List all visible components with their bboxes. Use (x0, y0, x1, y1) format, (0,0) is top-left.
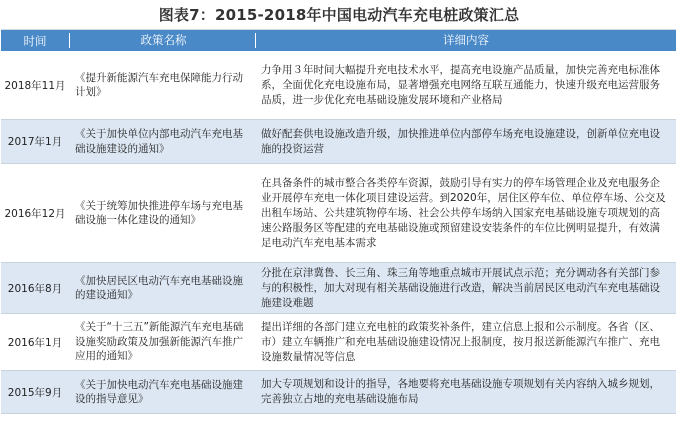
row-time: 2017年1月 (7, 136, 63, 148)
page-title: 图表7：2015-2018年中国电动汽车充电桩政策汇总 (158, 6, 520, 24)
row-detail: 在具备条件的城市整合各类停车资源，鼓励引导有实力的停车场管理企业及充电服务企业开展停车充电一体化项目建设运营。到2020年，居住区停车位、单位停车场、公交及出租车场站、公共建筑物停车场、社会公共停车场纳入国家充电基础设施专项规划的高速公路服务区等配建的充电基础设施或预留建设安装条件的车位比例明显提升，有效满足电动汽车充电基本需求 (261, 176, 666, 249)
row-detail: 分批在京津冀鲁、长三角、珠三角等地重点城市开展试点示范；充分调动各有关部门参与的积极性，加大对现有相关基础设施进行改造，解决当前居民区电动汽车充电基础设施建设难题 (261, 266, 660, 309)
policy-table (1, 29, 676, 414)
row-policy-name: 《关于加快单位内部电动汽车充电基础设施建设的通知》 (75, 128, 243, 155)
table-row (1, 371, 676, 414)
table-row (1, 164, 676, 263)
row-detail: 做好配套供电设施改造升级，加快推进单位内部停车场充电设施建设，创新单位充电设施的投资运营 (261, 127, 660, 155)
row-detail: 提出详细的各部门建立充电桩的政策奖补条件，建立信息上报和公示制度。各省（区、市）建立车辆推广和充电基础设施建设情况上报制度，按月报送新能源汽车推广、充电设施数量情况等信息 (261, 320, 660, 363)
row-time: 2016年8月 (7, 282, 63, 295)
header-detail: 详细内容 (255, 33, 676, 48)
table-row (1, 314, 676, 371)
table-row (1, 263, 676, 314)
row-time: 2016年12月 (4, 207, 66, 220)
row-policy-name: 《提升新能源汽车充电保障能力行动计划》 (75, 71, 243, 98)
row-policy-name: 《关于统筹加快推进停车场与充电基础设施一体化建设的通知》 (75, 199, 243, 226)
header-policy-name: 政策名称 (69, 33, 255, 48)
row-time: 2016年1月 (7, 336, 63, 349)
row-detail: 力争用３年时间大幅提升充电技术水平，提高充电设施产品质量，加快完善充电标准体系，全面优化充电设施布局，显著增强充电网络互联互通能力，快速升级充电运营服务品质，进一步优化充电基础设施发展环境和产业格局 (261, 63, 660, 106)
row-policy-name: 《关于“十三五”新能源汽车充电基础设施奖励政策及加强新能源汽车推广应用的通知》 (75, 321, 244, 363)
row-time: 2018年11月 (4, 79, 66, 92)
header-time: 时间 (23, 33, 47, 48)
table-row (1, 120, 676, 164)
row-policy-name: 《加快居民区电动汽车充电基础设施的建设通知》 (75, 274, 243, 301)
row-time: 2015年9月 (7, 386, 63, 399)
row-policy-name: 《关于加快电动汽车充电基础设施建设的指导意见》 (75, 378, 243, 405)
table-row (1, 51, 676, 120)
table-header-row (1, 30, 676, 51)
row-detail: 加大专项规划和设计的指导，各地要将充电基础设施专项规划有关内容纳入城乡规划，完善独立占地的充电基础设施布局 (261, 378, 660, 405)
